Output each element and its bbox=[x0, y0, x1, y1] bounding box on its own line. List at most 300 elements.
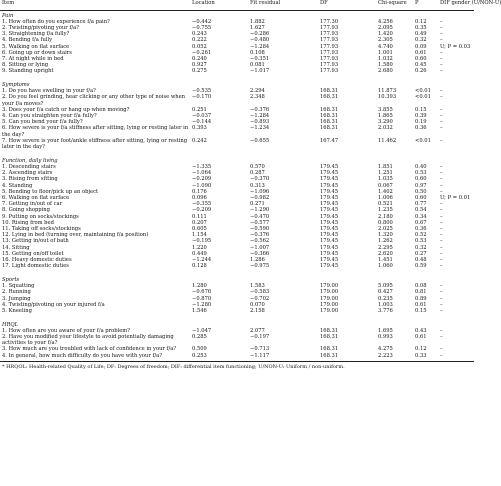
cell-fit-residual: 0.287 bbox=[250, 170, 265, 177]
cell-fit-residual: −1.234 bbox=[250, 125, 270, 132]
cell-location: −0.442 bbox=[192, 18, 212, 25]
cell-fit-residual: −0.982 bbox=[250, 194, 270, 201]
cell-fit-residual: −0.702 bbox=[250, 295, 270, 302]
cell-dif: – bbox=[440, 307, 443, 314]
cell-chi-square: 2.180 bbox=[378, 213, 393, 220]
cell-dif: – bbox=[440, 31, 443, 38]
cell-dif: – bbox=[440, 94, 443, 101]
cell-p: 0.36 bbox=[415, 125, 427, 132]
cell-item: 2. Twisting/pivoting your f/a? bbox=[2, 24, 79, 31]
cell-fit-residual: 2.158 bbox=[250, 307, 265, 314]
cell-df: 168.31 bbox=[320, 119, 339, 126]
cell-dif: – bbox=[440, 283, 443, 290]
cell-p: 0.50 bbox=[415, 188, 427, 195]
cell-p: 0.60 bbox=[415, 194, 427, 201]
cell-chi-square: 1.001 bbox=[378, 49, 393, 56]
cell-p: 0.45 bbox=[415, 62, 427, 69]
cell-item: 5. Bending to floor/pick up an object bbox=[2, 188, 99, 195]
cell-chi-square: 4.275 bbox=[378, 346, 393, 353]
cell-item: 17. Light domestic duties bbox=[2, 263, 69, 270]
cell-fit-residual: 0.313 bbox=[250, 182, 265, 189]
cell-fit-residual: −1.290 bbox=[250, 207, 270, 214]
cell-item: 8. Sitting or lying bbox=[2, 62, 49, 69]
cell-p: 0.35 bbox=[415, 24, 427, 31]
cell-fit-residual: −0.590 bbox=[250, 226, 270, 232]
cell-dif: – bbox=[440, 24, 443, 31]
cell-fit-residual: −0.893 bbox=[250, 119, 270, 126]
section-title: Symptoms bbox=[2, 82, 30, 89]
cell-df: 168.31 bbox=[320, 113, 339, 120]
cell-chi-square: 2.032 bbox=[378, 125, 393, 132]
cell-dif: – bbox=[440, 295, 443, 302]
table-row bbox=[0, 94, 474, 106]
cell-fit-residual: −0.470 bbox=[250, 213, 270, 220]
section-title: Sports bbox=[2, 276, 20, 283]
cell-fit-residual: −1.096 bbox=[250, 188, 270, 195]
cell-dif: – bbox=[440, 137, 443, 144]
cell-item: 11. Taking off socks/stockings bbox=[2, 226, 81, 232]
cell-fit-residual: 1.583 bbox=[250, 283, 265, 290]
cell-item: 1. Squatting bbox=[2, 283, 35, 290]
cell-p: 0.26 bbox=[415, 68, 427, 75]
cell-p: 0.09 bbox=[415, 43, 427, 50]
cell-fit-residual: −0.655 bbox=[250, 137, 270, 144]
cell-p: 0.48 bbox=[415, 257, 427, 264]
cell-dif: – bbox=[440, 37, 443, 44]
cell-df: 177.93 bbox=[320, 68, 339, 75]
cell-location: −0.037 bbox=[192, 113, 212, 120]
cell-p: 0.61 bbox=[415, 301, 427, 308]
cell-location: −0.144 bbox=[192, 119, 212, 126]
cell-df: 168.31 bbox=[320, 88, 339, 95]
cell-item: 7. How severe is your foot/ankle stiffness after sitting, lying or resting later in the day? bbox=[2, 137, 188, 151]
cell-location: −1.090 bbox=[192, 182, 212, 189]
cell-chi-square: 4.256 bbox=[378, 18, 393, 25]
table-row bbox=[0, 125, 474, 137]
section-title: Pain bbox=[2, 12, 14, 19]
cell-p: 0.36 bbox=[415, 226, 427, 232]
cell-p: 0.40 bbox=[415, 163, 427, 170]
cell-location: −1.280 bbox=[192, 301, 212, 308]
cell-df: 179.00 bbox=[320, 283, 339, 290]
cell-location: −0.755 bbox=[192, 24, 212, 31]
cell-item: 2. Running bbox=[2, 289, 31, 296]
cell-p: 0.12 bbox=[415, 18, 427, 25]
cell-item: 1. Descending stairs bbox=[2, 163, 56, 170]
cell-fit-residual: 0.108 bbox=[250, 49, 265, 56]
cell-df: 179.45 bbox=[320, 182, 339, 189]
cell-location: 0.253 bbox=[192, 352, 207, 359]
header-item: Item bbox=[2, 0, 15, 6]
cell-df: 179.45 bbox=[320, 163, 339, 170]
cell-dif: – bbox=[440, 113, 443, 120]
cell-chi-square: 1.420 bbox=[378, 31, 393, 38]
cell-location: 0.207 bbox=[192, 219, 207, 226]
table-divider bbox=[0, 361, 474, 362]
header-chi-square: Chi-square bbox=[378, 0, 407, 6]
cell-df: 179.00 bbox=[320, 307, 339, 314]
cell-location: −1.335 bbox=[192, 163, 212, 170]
cell-item: 9. Putting on socks/stockings bbox=[2, 213, 79, 220]
header-fit-residual: Fit residual bbox=[250, 0, 281, 6]
cell-item: 5. Can you bend your f/a fully? bbox=[2, 119, 83, 126]
cell-location: 0.509 bbox=[192, 346, 207, 353]
cell-dif: – bbox=[440, 352, 443, 359]
cell-df: 179.45 bbox=[320, 213, 339, 220]
header-df: DF bbox=[320, 0, 328, 6]
cell-location: 0.449 bbox=[192, 250, 207, 257]
cell-item: 6. How severe is your f/a stiffness after sitting, lying or resting later in the day? bbox=[2, 125, 189, 138]
cell-dif: – bbox=[440, 88, 443, 95]
cell-chi-square: 10.393 bbox=[378, 94, 397, 101]
cell-p: 0.32 bbox=[415, 244, 427, 251]
cell-chi-square: 3.290 bbox=[378, 119, 393, 126]
cell-fit-residual: −0.480 bbox=[250, 37, 270, 44]
cell-chi-square: 11.873 bbox=[378, 88, 397, 95]
table-header bbox=[0, 0, 501, 11]
cell-location: 0.393 bbox=[192, 125, 207, 132]
cell-df: 168.31 bbox=[320, 334, 339, 341]
cell-p: 0.27 bbox=[415, 250, 427, 257]
cell-fit-residual: −0.577 bbox=[250, 219, 270, 226]
cell-p: 0.81 bbox=[415, 289, 427, 296]
cell-chi-square: 2.025 bbox=[378, 226, 393, 232]
cell-location: 0.222 bbox=[192, 37, 207, 44]
cell-chi-square: 1.251 bbox=[378, 170, 393, 177]
cell-location: −0.261 bbox=[192, 49, 212, 56]
cell-p: 0.77 bbox=[415, 201, 427, 208]
cell-chi-square: 2.223 bbox=[378, 352, 393, 359]
cell-item: 1. How often do you experience f/a pain? bbox=[2, 18, 110, 25]
cell-dif: U; P = 0.03 bbox=[440, 43, 471, 50]
cell-p: 0.59 bbox=[415, 263, 427, 270]
cell-p: 0.19 bbox=[415, 119, 427, 126]
cell-dif: – bbox=[440, 201, 443, 208]
cell-location: 0.111 bbox=[192, 213, 207, 220]
cell-chi-square: 1.580 bbox=[378, 62, 393, 69]
cell-df: 179.45 bbox=[320, 207, 339, 214]
cell-fit-residual: 1.882 bbox=[250, 18, 265, 25]
cell-dif: – bbox=[440, 176, 443, 183]
cell-p: 0.32 bbox=[415, 37, 427, 44]
cell-location: 0.176 bbox=[192, 188, 207, 195]
cell-item: 13. Getting in/out of bath bbox=[2, 238, 69, 245]
cell-dif: – bbox=[440, 68, 443, 75]
table-row bbox=[0, 308, 474, 314]
cell-fit-residual: 0.271 bbox=[250, 201, 265, 208]
cell-fit-residual: −1.017 bbox=[250, 68, 270, 75]
cell-location: 0.251 bbox=[192, 106, 207, 113]
cell-item: 3. Rising from sitting bbox=[2, 176, 58, 183]
table-body bbox=[0, 13, 474, 359]
cell-dif: – bbox=[440, 327, 443, 334]
cell-dif: – bbox=[440, 106, 443, 113]
cell-df: 179.45 bbox=[320, 201, 339, 208]
cell-item: 6. Going up or down stairs bbox=[2, 49, 72, 56]
cell-fit-residual: −0.366 bbox=[250, 250, 270, 257]
cell-p: 0.54 bbox=[415, 207, 427, 214]
cell-chi-square: 11.462 bbox=[378, 137, 397, 144]
cell-chi-square: 1.060 bbox=[378, 263, 393, 270]
cell-item: 6. Walking on flat surface bbox=[2, 194, 70, 201]
cell-df: 168.31 bbox=[320, 352, 339, 359]
cell-chi-square: 1.262 bbox=[378, 238, 393, 245]
cell-item: 10. Rising from bed bbox=[2, 219, 54, 226]
cell-chi-square: 1.851 bbox=[378, 163, 393, 170]
cell-df: 177.93 bbox=[320, 55, 339, 62]
cell-dif: – bbox=[440, 232, 443, 239]
cell-dif: – bbox=[440, 188, 443, 195]
cell-location: 1.220 bbox=[192, 244, 207, 251]
cell-item: 14. Sitting bbox=[2, 244, 30, 251]
cell-df: 177.93 bbox=[320, 31, 339, 38]
cell-item: 9. Standing upright bbox=[2, 68, 54, 75]
cell-df: 179.45 bbox=[320, 232, 339, 239]
cell-dif: – bbox=[440, 163, 443, 170]
cell-df: 179.45 bbox=[320, 263, 339, 270]
cell-dif: – bbox=[440, 182, 443, 189]
section-title: Function, daily living bbox=[2, 157, 58, 164]
cell-df: 179.45 bbox=[320, 238, 339, 245]
cell-location: −0.870 bbox=[192, 295, 212, 302]
table-row bbox=[0, 138, 474, 150]
cell-dif: – bbox=[440, 18, 443, 25]
cell-dif: U; P = 0.01 bbox=[440, 194, 471, 201]
cell-location: −0.195 bbox=[192, 238, 212, 245]
cell-df: 168.31 bbox=[320, 94, 339, 101]
cell-item: 7. At night while in bed bbox=[2, 55, 64, 62]
cell-p: 0.53 bbox=[415, 238, 427, 245]
cell-fit-residual: −1.117 bbox=[250, 352, 270, 359]
section-gap bbox=[0, 150, 474, 156]
cell-fit-residual: −1.284 bbox=[250, 113, 270, 120]
table-row bbox=[0, 68, 474, 74]
cell-fit-residual: 2.348 bbox=[250, 94, 265, 101]
cell-chi-square: 4.740 bbox=[378, 43, 393, 50]
cell-dif: – bbox=[440, 301, 443, 308]
cell-location: −0.209 bbox=[192, 207, 212, 214]
cell-df: 177.93 bbox=[320, 24, 339, 31]
cell-df: 179.45 bbox=[320, 170, 339, 177]
cell-item: 2. Have you modified your lifestyle to avoid potentially damaging activities to your f/a? bbox=[2, 334, 174, 347]
section-title: HRQL bbox=[2, 321, 19, 328]
cell-fit-residual: 2.294 bbox=[250, 88, 265, 95]
cell-chi-square: 3.776 bbox=[378, 307, 393, 314]
cell-dif: – bbox=[440, 170, 443, 177]
cell-p: 0.43 bbox=[415, 327, 427, 334]
cell-fit-residual: −0.713 bbox=[250, 346, 270, 353]
cell-item: 3. How much are you troubled with lack of confidence in your f/a? bbox=[2, 346, 177, 353]
cell-dif: – bbox=[440, 263, 443, 270]
cell-p: 0.61 bbox=[415, 334, 427, 341]
cell-item: 12. Lying in bed (turning over, maintaining f/a position) bbox=[2, 232, 149, 239]
cell-location: −0.535 bbox=[192, 88, 212, 95]
cell-dif: – bbox=[440, 207, 443, 214]
cell-item: 4. In general, how much difficulty do you have with your f/a? bbox=[2, 352, 163, 359]
cell-chi-square: 2.295 bbox=[378, 244, 393, 251]
cell-chi-square: 1.402 bbox=[378, 188, 393, 195]
cell-item: 2. Ascending stairs bbox=[2, 170, 53, 177]
cell-chi-square: 1.032 bbox=[378, 55, 393, 62]
cell-dif: – bbox=[440, 257, 443, 264]
cell-df: 179.00 bbox=[320, 295, 339, 302]
cell-chi-square: 5.095 bbox=[378, 283, 393, 290]
cell-dif: – bbox=[440, 334, 443, 341]
cell-p: 0.60 bbox=[415, 176, 427, 183]
cell-p: 0.53 bbox=[415, 170, 427, 177]
cell-location: 0.128 bbox=[192, 263, 207, 270]
cell-df: 179.45 bbox=[320, 250, 339, 257]
cell-chi-square: 3.855 bbox=[378, 106, 393, 113]
cell-chi-square: 2.095 bbox=[378, 24, 393, 31]
header-p: P bbox=[415, 0, 419, 6]
cell-location: −0.209 bbox=[192, 176, 212, 183]
table-footnote: * HRQOL: Health-related Quality of Life; DF: Degrees of freedom; DIF: differential item functioning; U/NON-U: Uniform / non-uniform. bbox=[2, 363, 345, 370]
cell-p: 0.67 bbox=[415, 219, 427, 226]
cell-item: 3. Does your f/a catch or hang up when moving? bbox=[2, 106, 130, 113]
cell-df: 179.00 bbox=[320, 301, 339, 308]
cell-location: 0.096 bbox=[192, 194, 207, 201]
cell-dif: – bbox=[440, 49, 443, 56]
cell-fit-residual: −0.376 bbox=[250, 232, 270, 239]
cell-location: −1.047 bbox=[192, 327, 212, 334]
header-location: Location bbox=[192, 0, 215, 6]
cell-df: 168.31 bbox=[320, 125, 339, 132]
cell-dif: – bbox=[440, 125, 443, 132]
cell-item: 3. Jumping bbox=[2, 295, 31, 302]
cell-dif: – bbox=[440, 226, 443, 232]
cell-item: 4. Standing bbox=[2, 182, 33, 189]
cell-location: 0.605 bbox=[192, 226, 207, 232]
cell-location: 1.280 bbox=[192, 283, 207, 290]
table-row bbox=[0, 353, 474, 359]
cell-fit-residual: −1.284 bbox=[250, 43, 270, 50]
cell-p: 0.60 bbox=[415, 55, 427, 62]
cell-chi-square: 2.620 bbox=[378, 250, 393, 257]
cell-fit-residual: 0.070 bbox=[250, 301, 265, 308]
cell-item: 8. Going shopping bbox=[2, 207, 50, 214]
cell-chi-square: 0.427 bbox=[378, 289, 393, 296]
cell-location: −0.676 bbox=[192, 289, 212, 296]
cell-df: 179.45 bbox=[320, 188, 339, 195]
cell-location: −1.064 bbox=[192, 170, 212, 177]
cell-p: 0.49 bbox=[415, 31, 427, 38]
cell-item: 4. Twisting/pivoting on your injured f/a bbox=[2, 301, 105, 308]
cell-dif: – bbox=[440, 55, 443, 62]
cell-location: 0.275 bbox=[192, 68, 207, 75]
cell-location: −0.170 bbox=[192, 94, 212, 101]
cell-location: 0.240 bbox=[192, 55, 207, 62]
cell-df: 168.31 bbox=[320, 327, 339, 334]
cell-dif: – bbox=[440, 289, 443, 296]
cell-df: 179.45 bbox=[320, 257, 339, 264]
header-dif-gender: DIF gender (U/NON-U) bbox=[440, 0, 501, 6]
cell-dif: – bbox=[440, 238, 443, 245]
cell-chi-square: 1.235 bbox=[378, 207, 393, 214]
cell-df: 177.93 bbox=[320, 49, 339, 56]
cell-p: 0.39 bbox=[415, 113, 427, 120]
cell-chi-square: 0.993 bbox=[378, 334, 393, 341]
cell-dif: – bbox=[440, 244, 443, 251]
cell-fit-residual: −1.007 bbox=[250, 244, 270, 251]
cell-item: 5. Walking on flat surface bbox=[2, 43, 70, 50]
cell-df: 179.45 bbox=[320, 194, 339, 201]
cell-fit-residual: −0.583 bbox=[250, 289, 270, 296]
cell-chi-square: 0.521 bbox=[378, 201, 393, 208]
cell-p: 0.12 bbox=[415, 346, 427, 353]
cell-item: 1. How often are you aware of your f/a problem? bbox=[2, 327, 130, 334]
cell-p: 0.34 bbox=[415, 213, 427, 220]
cell-df: 168.31 bbox=[320, 106, 339, 113]
cell-df: 179.45 bbox=[320, 244, 339, 251]
cell-item: 4. Bending f/a fully bbox=[2, 37, 53, 44]
cell-dif: – bbox=[440, 219, 443, 226]
cell-p: 0.89 bbox=[415, 295, 427, 302]
section-gap bbox=[0, 269, 474, 275]
cell-p: 0.15 bbox=[415, 106, 427, 113]
cell-fit-residual: −0.351 bbox=[250, 55, 270, 62]
cell-chi-square: 1.035 bbox=[378, 176, 393, 183]
cell-item: 4. Can you straighten your f/a fully? bbox=[2, 113, 97, 120]
cell-item: 16. Heavy domestic duties bbox=[2, 257, 72, 264]
cell-df: 177.93 bbox=[320, 43, 339, 50]
cell-p: <0.01 bbox=[415, 137, 431, 144]
cell-dif: – bbox=[440, 119, 443, 126]
cell-fit-residual: −0.562 bbox=[250, 238, 270, 245]
cell-chi-square: 1.695 bbox=[378, 327, 393, 334]
cell-p: 0.61 bbox=[415, 49, 427, 56]
cell-location: 0.242 bbox=[192, 137, 207, 144]
cell-df: 179.00 bbox=[320, 289, 339, 296]
cell-df: 168.31 bbox=[320, 346, 339, 353]
cell-df: 177.93 bbox=[320, 62, 339, 69]
cell-dif: – bbox=[440, 213, 443, 220]
cell-chi-square: 1.865 bbox=[378, 113, 393, 120]
section-gap bbox=[0, 314, 474, 320]
cell-fit-residual: −0.197 bbox=[250, 334, 270, 341]
cell-df: 177.30 bbox=[320, 18, 339, 25]
cell-p: 0.08 bbox=[415, 283, 427, 290]
cell-fit-residual: −0.370 bbox=[250, 176, 270, 183]
cell-df: 179.45 bbox=[320, 176, 339, 183]
cell-chi-square: 1.003 bbox=[378, 301, 393, 308]
cell-item: 2. Do you feel grinding, hear clicking or any other type of noise when your f/a moves? bbox=[2, 94, 186, 107]
cell-item: 7. Getting in/out of car bbox=[2, 201, 63, 208]
cell-fit-residual: 0.081 bbox=[250, 62, 265, 69]
cell-p: 0.52 bbox=[415, 232, 427, 239]
cell-location: 0.243 bbox=[192, 31, 207, 38]
cell-p: <0.01 bbox=[415, 88, 431, 95]
cell-fit-residual: 1.286 bbox=[250, 257, 265, 264]
cell-fit-residual: −0.286 bbox=[250, 31, 270, 38]
cell-fit-residual: 1.627 bbox=[250, 24, 265, 31]
cell-chi-square: 1.451 bbox=[378, 257, 393, 264]
cell-p: 0.33 bbox=[415, 352, 427, 359]
cell-location: 0.285 bbox=[192, 334, 207, 341]
cell-chi-square: 2.305 bbox=[378, 37, 393, 44]
cell-fit-residual: −0.975 bbox=[250, 263, 270, 270]
cell-p: 0.15 bbox=[415, 307, 427, 314]
cell-dif: – bbox=[440, 62, 443, 69]
cell-location: 0.052 bbox=[192, 43, 207, 50]
cell-item: 3. Straightening f/a fully? bbox=[2, 31, 70, 38]
cell-df: 177.93 bbox=[320, 37, 339, 44]
cell-p: 0.97 bbox=[415, 182, 427, 189]
cell-chi-square: 2.680 bbox=[378, 68, 393, 75]
cell-df: 167.47 bbox=[320, 137, 339, 144]
cell-item: 15. Getting on/off toilet bbox=[2, 250, 64, 257]
cell-location: 1.546 bbox=[192, 307, 207, 314]
